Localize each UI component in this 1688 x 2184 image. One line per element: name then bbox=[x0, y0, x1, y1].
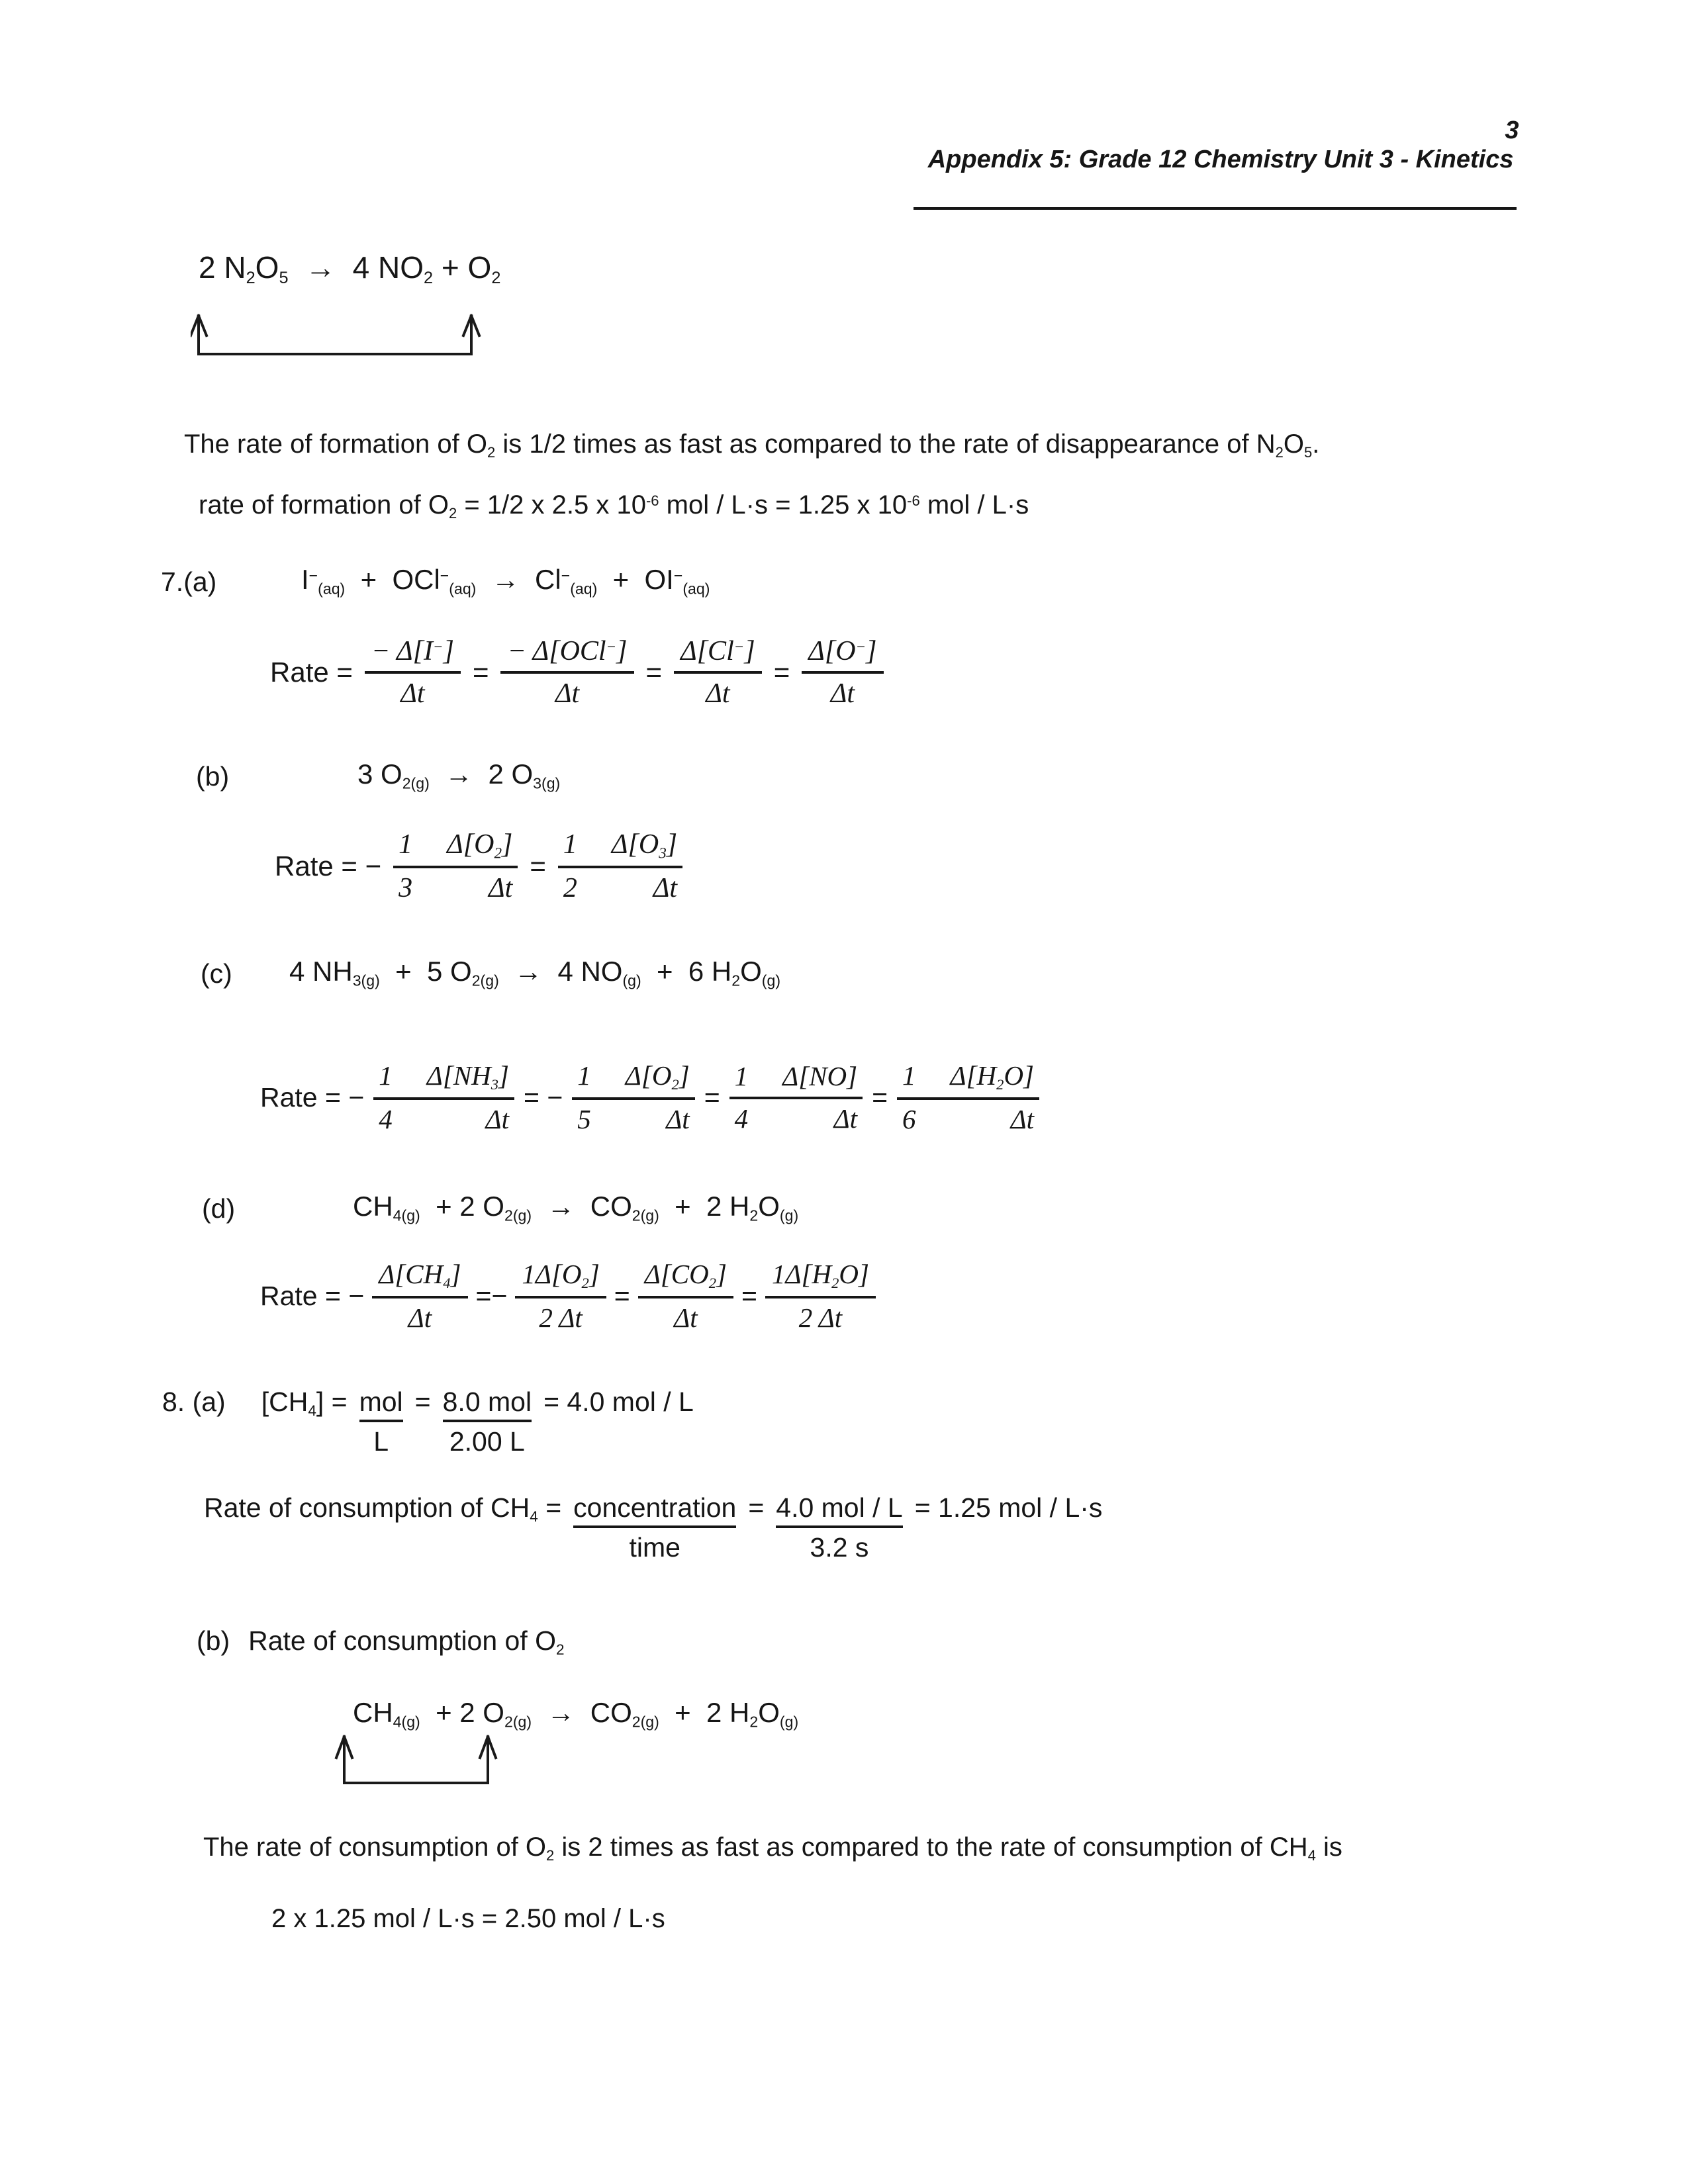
equation-8b-methane: $CH_{4(g)} + 2$ $O_{2(g)} \to CO_{2(g)} + 2$ $H_2O_{(g)}$ bbox=[353, 1697, 799, 1731]
equals-sign: = bbox=[472, 657, 489, 688]
rate-of-formation-calculation: rate of formation of $O_2 = 1/2$ x 2.5 x $10^{-6}$ mol / L·s = 1.25 x $10^{-6}$ mol / L·s bbox=[199, 490, 1029, 522]
equation-7b-ozone: 3 $O_{2(g)} \to 2$ $O_{3(g)}$ bbox=[357, 758, 561, 792]
span-bracket-arrows-ch4-o2 bbox=[334, 1729, 500, 1792]
equals-sign: = bbox=[704, 1082, 720, 1113]
fraction-8mol-per-2l: 8.0 mol 2.00 L bbox=[442, 1387, 532, 1457]
fraction-delta-ocl: $\frac{- \Delta[OCl^-]}{\Delta t}$ bbox=[500, 635, 633, 710]
page-header-title bbox=[914, 116, 1517, 210]
equals-sign: = bbox=[773, 657, 790, 688]
conclusion-statement: The rate of consumption of $O_2$ is 2 times as fast as compared to the rate of consumption of $CH_4$ is bbox=[203, 1833, 1342, 1864]
equals-sign: = bbox=[614, 1281, 630, 1312]
equation-7a-ionic: $I^-_{(aq)} + OCl^-_{(aq)} \to Cl^-_{(aq)} + OI^-_{(aq)}$ bbox=[301, 564, 710, 598]
question-8b-label: (b) bbox=[197, 1625, 230, 1656]
rate-consumption-ch4-lead: Rate of consumption of $CH_4$ = bbox=[204, 1492, 562, 1525]
fraction-delta-i: $\frac{- \Delta[I^-]}{\Delta t}$ bbox=[365, 635, 461, 710]
equals-sign: = bbox=[645, 657, 663, 688]
fraction-delta-oi: $\frac{\Delta[O^-]}{\Delta t}$ bbox=[802, 635, 883, 710]
fraction-half-delta-o2: $\frac{1\Delta[O_2]}{2 \Delta t}$ bbox=[515, 1259, 606, 1334]
ch4-concentration-lead: $[CH_4]$ = bbox=[261, 1387, 348, 1420]
rate-expression-7d bbox=[260, 1259, 876, 1334]
equals-minus-sign: =− bbox=[475, 1281, 508, 1312]
span-bracket-arrows-n2o5-o2 bbox=[191, 301, 482, 362]
rate-label: Rate = − bbox=[260, 1082, 365, 1113]
fraction-quarter-delta-nh3: 1 $\Delta[NH_3]$ 4 Δt bbox=[373, 1060, 514, 1135]
fraction-quarter-delta-no: 1 Δ[NO] 4 Δt bbox=[729, 1061, 863, 1134]
fraction-delta-cl: $\frac{\Delta[Cl^-]}{\Delta t}$ bbox=[674, 635, 762, 710]
fraction-concentration-over-time: concentration time bbox=[573, 1492, 737, 1563]
question-7c-label: (c) bbox=[201, 958, 232, 989]
fraction-third-delta-o2: 1 $\Delta[O_2]$ 3 Δt bbox=[393, 829, 518, 904]
rate-of-consumption-ch4-line bbox=[204, 1492, 1102, 1563]
equals-sign: = bbox=[530, 850, 546, 882]
question-7b-label: (b) bbox=[196, 761, 230, 792]
equals-minus-sign: = − bbox=[524, 1082, 563, 1113]
question-7d-label: (d) bbox=[202, 1193, 236, 1224]
rate-expression-7b bbox=[275, 829, 682, 904]
equals-sign: = bbox=[748, 1492, 765, 1523]
equals-sign: = bbox=[414, 1387, 431, 1417]
rate-consumption-result: = 1.25 mol / L·s bbox=[914, 1492, 1103, 1523]
fraction-mol-per-l: mol L bbox=[359, 1387, 403, 1457]
fraction-delta-ch4: $\frac{\Delta[CH_4]}{\Delta t}$ bbox=[372, 1259, 467, 1334]
question-8a-concentration-line bbox=[162, 1387, 694, 1457]
equals-sign: = bbox=[872, 1082, 888, 1113]
fraction-sixth-delta-h2o: 1 $\Delta[H_2O]$ 6 Δt bbox=[897, 1060, 1039, 1135]
equation-7c-ammonia: 4 $NH_{3(g)} + 5$ $O_{2(g)} \to 4$ $NO_{(g)} + 6$ $H_2O_{(g)}$ bbox=[289, 956, 781, 989]
header-title-text: Appendix 5: Grade 12 Chemistry Unit 3 - Kinetics bbox=[927, 145, 1514, 173]
equals-sign: = bbox=[741, 1281, 757, 1312]
concentration-result: = 4.0 mol / L bbox=[543, 1387, 694, 1417]
question-8a-label: 8. (a) bbox=[162, 1387, 226, 1417]
fraction-half-delta-o3: 1 $\Delta[O_3]$ 2 Δt bbox=[558, 829, 682, 904]
page-number: 3 bbox=[1505, 116, 1519, 144]
fraction-half-delta-h2o: $\frac{1\Delta[H_2O]}{2 \Delta t}$ bbox=[765, 1259, 876, 1334]
fraction-delta-co2: $\frac{\Delta[CO_2]}{\Delta t}$ bbox=[638, 1259, 733, 1334]
question-8b-title: Rate of consumption of $O_2$ bbox=[248, 1625, 565, 1659]
rate-label: Rate = − bbox=[275, 850, 382, 882]
rate-label: Rate = bbox=[270, 657, 353, 688]
equation-n2o5-decomposition: 2 $N_2O_5 \to 4$ $NO_2 + O_2$ bbox=[199, 250, 501, 288]
rate-comparison-statement: The rate of formation of $O_2$ is 1/2 times as fast as compared to the rate of disappearance of $N_2O_5$. bbox=[184, 430, 1320, 461]
rate-expression-7c bbox=[260, 1060, 1039, 1135]
question-8b-heading bbox=[197, 1625, 565, 1659]
rate-expression-7a bbox=[270, 635, 884, 710]
question-7a-label: 7.(a) bbox=[161, 567, 217, 597]
fraction-fifth-delta-o2: 1 $\Delta[O_2]$ 5 Δt bbox=[572, 1060, 694, 1135]
conclusion-calculation: 2 x 1.25 mol / L·s = 2.50 mol / L·s bbox=[271, 1904, 665, 1933]
rate-label: Rate = − bbox=[260, 1281, 365, 1312]
fraction-4mol-over-time: 4.0 mol / L 3.2 s bbox=[776, 1492, 903, 1563]
equation-7d-methane: $CH_{4(g)} + 2$ $O_{2(g)} \to CO_{2(g)} + 2$ $H_2O_{(g)}$ bbox=[353, 1191, 799, 1224]
